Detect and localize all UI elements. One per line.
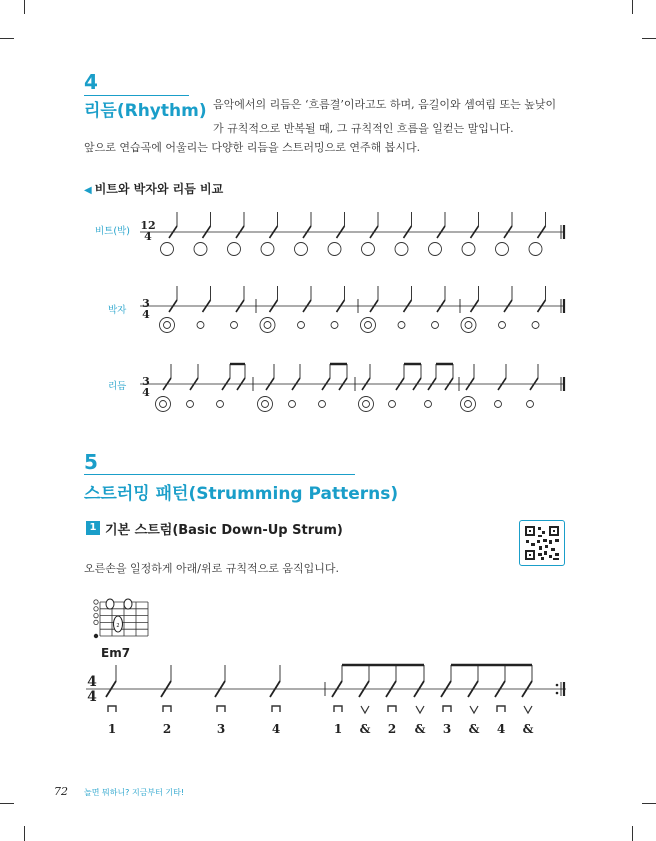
- weak-beat-circle: [495, 401, 502, 408]
- weak-beat-circle: [432, 322, 439, 329]
- beat-circle: [362, 243, 375, 256]
- strong-beat-circle: [359, 397, 374, 412]
- up-stroke-icon: [524, 706, 532, 713]
- down-stroke-icon: [334, 706, 342, 712]
- qr-code-icon[interactable]: [519, 520, 565, 566]
- beat-count-label: &: [468, 722, 480, 736]
- weak-beat-circle: [398, 322, 405, 329]
- beat-count-label: 4: [271, 722, 281, 736]
- weak-beat-circle: [231, 322, 238, 329]
- rhythm-time-sig-bottom: 4: [142, 386, 150, 399]
- down-stroke-icon: [163, 706, 171, 712]
- section-4-paragraph-line-2: 가 규칙적으로 반복될 때, 그 규칙적인 흐름을 일컫는 말입니다.: [213, 122, 514, 135]
- section-4-paragraph-line-1: 음악에서의 리듬은 ‘흐름결’이라고도 하며, 음길이와 셈여림 또는 높낮이: [213, 98, 557, 111]
- strong-beat-inner: [160, 401, 167, 408]
- strong-beat-inner: [363, 401, 370, 408]
- beat-circle: [194, 243, 207, 256]
- section-5-title: 스트러밍 패턴(Strumming Patterns): [84, 484, 399, 504]
- beat-circle: [261, 243, 274, 256]
- down-stroke-icon: [272, 706, 280, 712]
- beat-circle: [395, 243, 408, 256]
- rhythm-staff: [140, 364, 564, 412]
- weak-beat-circle: [319, 401, 326, 408]
- up-stroke-icon: [361, 706, 369, 713]
- beat-time-sig-top: 12: [140, 219, 156, 232]
- repeat-dot: [556, 692, 559, 695]
- beat-circle: [328, 243, 341, 256]
- weak-beat-circle: [331, 322, 338, 329]
- svg-text:2: 2: [116, 623, 120, 629]
- meter-time-sig-top: 3: [142, 297, 150, 310]
- weak-beat-circle: [217, 401, 224, 408]
- down-stroke-icon: [388, 706, 396, 712]
- em7-chord-diagram: [90, 596, 160, 646]
- down-stroke-icon: [497, 706, 505, 712]
- row-label-beat: 비트(박): [95, 226, 130, 237]
- beat-count-label: &: [414, 722, 426, 736]
- weak-beat-circle: [499, 322, 506, 329]
- beat-count-label: 3: [216, 722, 226, 736]
- strong-beat-circle: [461, 397, 476, 412]
- beat-circle: [228, 243, 241, 256]
- strum-staff: [86, 665, 566, 736]
- down-stroke-icon: [217, 706, 225, 712]
- down-stroke-icon: [443, 706, 451, 712]
- weak-beat-circle: [187, 401, 194, 408]
- beat-staff: [140, 212, 564, 256]
- strong-beat-circle: [461, 318, 476, 333]
- meter-time-sig-bottom: 4: [142, 308, 150, 321]
- weak-beat-circle: [389, 401, 396, 408]
- weak-beat-circle: [289, 401, 296, 408]
- beat-count-label: 2: [162, 722, 172, 736]
- page-number: 72: [54, 785, 68, 798]
- strong-beat-inner: [465, 322, 472, 329]
- up-stroke-icon: [470, 706, 478, 713]
- rhythm-time-sig-top: 3: [142, 375, 150, 388]
- section-4-number: 4: [84, 70, 98, 94]
- subsection-title: 기본 스트럼(Basic Down-Up Strum): [105, 523, 343, 538]
- repeat-dot: [556, 684, 559, 687]
- section-5-rule: [84, 474, 355, 475]
- beat-circle: [429, 243, 442, 256]
- strum-time-sig-top: 4: [87, 674, 97, 690]
- book-title: 놀면 뭐하니? 지금부터 기타!: [84, 788, 185, 797]
- beat-count-label: 1: [333, 722, 343, 736]
- beat-count-label: 1: [107, 722, 117, 736]
- strong-beat-circle: [361, 318, 376, 333]
- beat-count-label: 2: [387, 722, 397, 736]
- weak-beat-circle: [532, 322, 539, 329]
- strong-beat-inner: [262, 401, 269, 408]
- weak-beat-circle: [298, 322, 305, 329]
- subsection-number-badge: 1: [86, 521, 100, 535]
- beat-comparison-heading-text: 비트와 박자와 리듬 비교: [94, 182, 224, 196]
- strong-beat-circle: [260, 318, 275, 333]
- section-4-title: 리듬(Rhythm): [84, 101, 207, 121]
- beat-circle: [295, 243, 308, 256]
- weak-beat-circle: [197, 322, 204, 329]
- strong-beat-inner: [264, 322, 271, 329]
- strong-beat-circle: [156, 397, 171, 412]
- weak-beat-circle: [527, 401, 534, 408]
- meter-staff: [140, 286, 564, 333]
- strong-beat-inner: [164, 322, 171, 329]
- chord-name: Em7: [101, 646, 131, 660]
- beat-circle: [529, 243, 542, 256]
- beat-time-sig-bottom: 4: [144, 230, 152, 243]
- down-stroke-icon: [108, 706, 116, 712]
- beat-count-label: &: [359, 722, 371, 736]
- beat-circle: [161, 243, 174, 256]
- strong-beat-circle: [258, 397, 273, 412]
- beat-count-label: &: [522, 722, 534, 736]
- strum-description: 오른손을 일정하게 아래/위로 규칙적으로 움직입니다.: [84, 562, 339, 575]
- beat-count-label: 3: [442, 722, 452, 736]
- beat-circle: [496, 243, 509, 256]
- up-stroke-icon: [416, 706, 424, 713]
- strong-beat-inner: [465, 401, 472, 408]
- section-5-number: 5: [84, 450, 98, 474]
- beat-count-label: 4: [496, 722, 506, 736]
- strong-beat-inner: [365, 322, 372, 329]
- triangle-icon: ◀: [84, 185, 92, 196]
- weak-beat-circle: [425, 401, 432, 408]
- row-label-rhythm: 리듬: [108, 381, 127, 392]
- section-4-paragraph-line-3: 앞으로 연습곡에 어울리는 다양한 리듬을 스트러밍으로 연주해 봅시다.: [84, 141, 421, 154]
- strum-time-sig-bottom: 4: [87, 689, 97, 705]
- strong-beat-circle: [160, 318, 175, 333]
- beat-circle: [462, 243, 475, 256]
- row-label-meter: 박자: [108, 305, 127, 316]
